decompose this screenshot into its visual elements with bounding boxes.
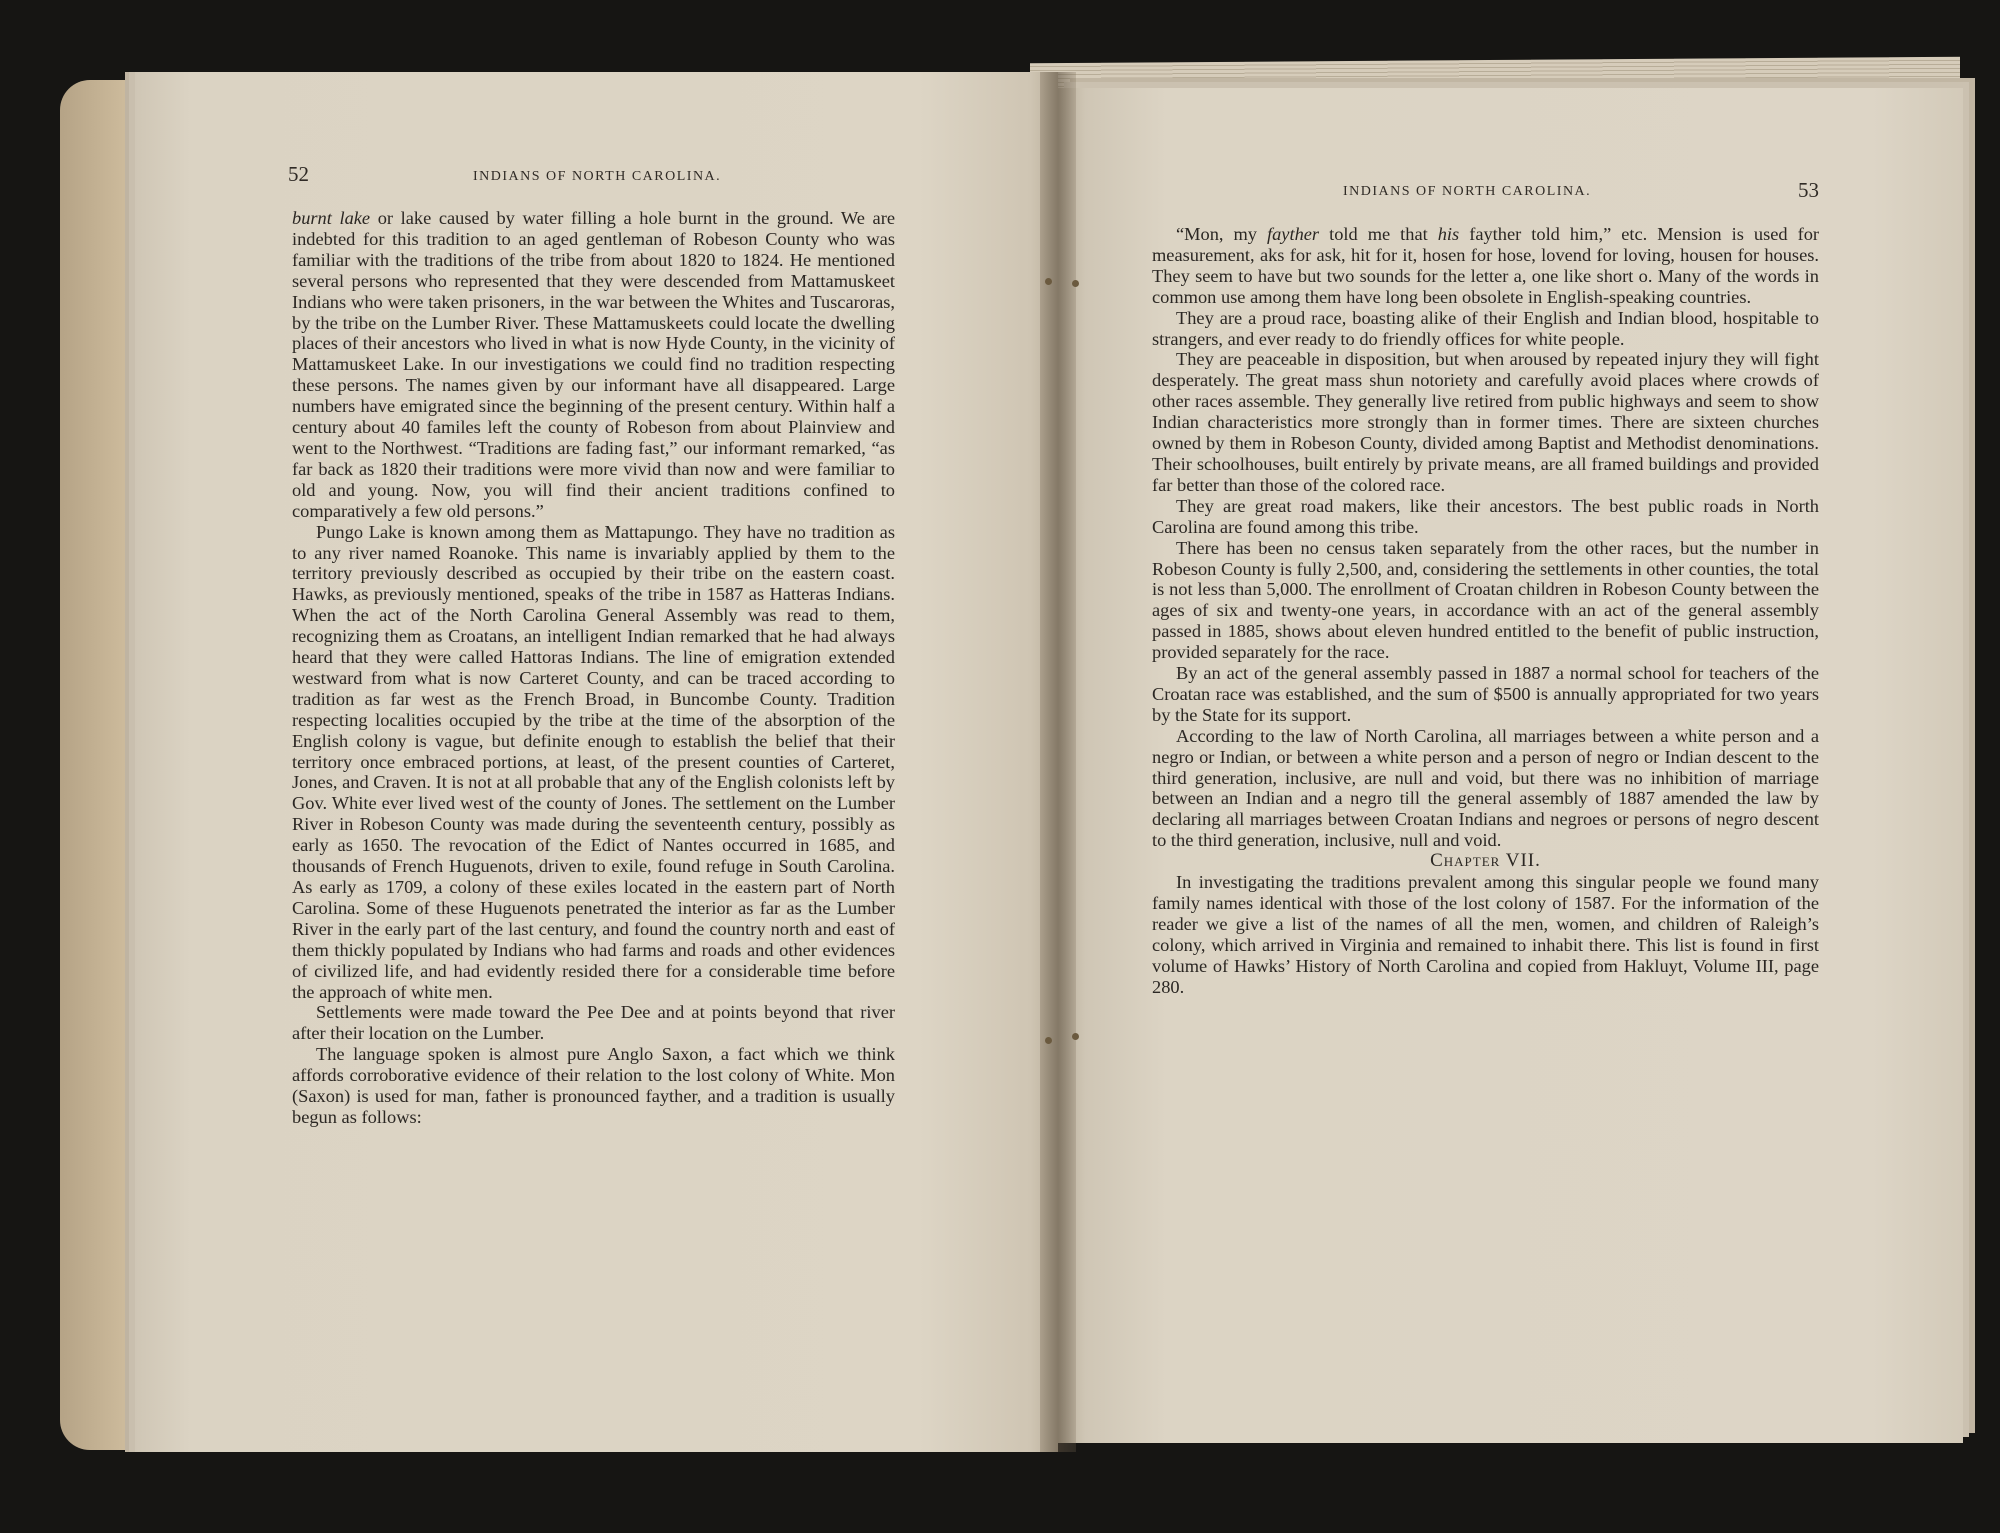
right-paragraph-6: By an act of the general assembly passed in 1887 a normal school for teachers of the Croatan race was established, and the sum of $500 is annually appropriated for two years by the State for its support. [1152, 663, 1819, 725]
right-paragraph-7: According to the law of North Carolina, all marriages between a white person and a negro or Indian, or between a white person and a person of negro or Indian descent to the third generation, inclusive, are null and void, but there was no inhibition of marriage between an Indian and a negro till the general assembly of 1887 amended the law by declaring all marriages between Croatan Indians and negroes or persons of negro descent to the third generation, inclusive, null and void. [1152, 725, 1819, 851]
right-paragraph-1-italic1: fayther [1267, 224, 1320, 244]
left-paragraph-3: Settlements were made toward the Pee Dee and at points beyond that river after their location on the Lumber. [292, 1002, 895, 1044]
left-page-number: 52 [288, 162, 309, 186]
right-paragraph-3: They are peaceable in disposition, but when aroused by repeated injury they will fight desperately. The great mass shun notoriety and carefully avoid places where crowds of other races assemble. They generally live retired from public highways and seem to show Indian characteristics more strongly than in former times. There are sixteen churches owned by them in Robeson County, divided among Baptist and Methodist denominations. Their schoolhouses, built entirely by private means, are all framed buildings and provided far better than those of the colored race. [1152, 349, 1819, 495]
left-paragraph-2: Pungo Lake is known among them as Mattapungo. They have no tradition as to any river named Roanoke. This name is invariably applied by them to the territory previously described as occupied by their tribe on the eastern coast. Hawks, as previously mentioned, speaks of the tribe in 1587 as Hatteras Indians. When the act of the North Carolina General Assembly was read to them, recognizing them as Croatans, an intelligent Indian remarked that he had always heard that they were called Hattoras Indians. The line of emigration extended westward from what is now Carteret County, and can be traced according to tradition as far west as the French Broad, in Buncombe County. Tradition respecting localities occupied by the tribe at the time of the absorption of the English colony is vague, but definite enough to establish the belief that their territory once embraced portions, at least, of the present counties of Carteret, Jones, and Craven. It is not at all probable that any of the English colonists left by Gov. White ever lived west of the county of Jones. The settlement on the Lumber River in Robeson County was made during the seventeenth century, possibly as early as 1650. The revocation of the Edict of Nantes occurred in 1685, and thousands of French Huguenots, driven to exile, found refuge in South Carolina. As early as 1709, a colony of these exiles located in the eastern part of North Carolina. Some of these Huguenots penetrated the interior as far as the Lumber River in the early part of the last century, and found the country north and east of them thickly populated by Indians who had farms and roads and other evidences of civilized life, and had evidently resided there for a considerable time before the approach of white men. [292, 521, 895, 1002]
binding-stitch [1072, 280, 1079, 287]
left-paragraph-4: The language spoken is almost pure Anglo Saxon, a fact which we think affords corroborative evidence of their relation to the lost colony of White. Mon (Saxon) is used for man, father is pronounced fayther, and a tradition is usually begun as follows: [292, 1044, 895, 1127]
right-paragraph-5: There has been no census taken separately from the other races, but the number in Robeson County is fully 2,500, and, considering the settlements in other counties, the total is not less than 5,000. The enrollment of Croatan children in Robeson County between the ages of six and twenty-one years, in accordance with an act of the general assembly passed in 1885, shows about eleven hundred entitled to the benefit of public instruction, provided separately for the race. [1152, 537, 1819, 663]
right-paragraph-1-part1: “Mon, my [1176, 224, 1267, 244]
chapter-heading: Chapter VII. [1430, 850, 1541, 872]
right-paragraph-4: They are great road makers, like their ancestors. The best public roads in North Carolina are found among this tribe. [1152, 495, 1819, 537]
left-page-body [292, 208, 895, 1128]
right-paragraph-1-italic2: his [1437, 224, 1460, 244]
left-page [135, 72, 1058, 1452]
binding-stitch [1045, 278, 1052, 285]
binding-stitch [1072, 1033, 1079, 1040]
left-paragraph-1-text: or lake caused by water filling a hole burnt in the ground. We are indebted for this tradition to an aged gentleman of Robeson County who was familiar with the traditions of the tribe from about 1820 to 1824. He mentioned several persons who represented that they were descended from Mattamuskeet Indians who were taken prisoners, in the war between the Whites and Tuscaroras, by the tribe on the Lumber River. These Mattamuskeets could locate the dwelling places of their ancestors who lived in what is now Hyde County, in the vicinity of Mattamuskeet Lake. In our investigations we could find no tradition respecting these persons. The names given by our informant have all disappeared. Large numbers have emigrated since the beginning of the present century. Within half a century about 40 familes left the county of Robeson from about Plainview and went to the Northwest. “Traditions are fading fast,” our informant remarked, “as far back as 1820 their traditions were more vivid than now and were familiar to old and young. Now, you will find their ancient traditions confined to comparatively a few old persons.” [292, 208, 895, 521]
right-paragraph-1-part2: told me that [1319, 224, 1438, 244]
right-paragraph-2: They are a proud race, boasting alike of their English and Indian blood, hospitable to strangers, and ever ready to do friendly offices for white people. [1152, 307, 1819, 349]
right-page-body [1152, 224, 1819, 998]
right-paragraph-1-part3: fayther told him,” etc. Mension is used for measurement, aks for ask, hit for it, hosen for hose, lovend for loving, housen for houses. They seem to have but two sounds for the letter a, one like short o. Many of the words in common use among them have long been obsolete in English-speaking countries. [1152, 224, 1820, 307]
right-running-head: INDIANS OF NORTH CAROLINA. [1343, 184, 1592, 199]
left-paragraph-1-italic: burnt lake [292, 208, 371, 228]
left-paragraph-1 [292, 208, 895, 522]
right-page [1058, 88, 1963, 1443]
right-paragraph-1 [1152, 224, 1819, 308]
binding-stitch [1045, 1037, 1052, 1044]
page-stack-edge [1030, 57, 1960, 91]
right-page-number: 53 [1798, 178, 1819, 202]
chapter-paragraph: In investigating the traditions prevalent among this singular people we found many family names identical with those of the lost colony of 1587. For the information of the reader we give a list of the names of all the men, women, and children of Raleigh’s colony, which arrived in Virginia and remained to inhabit there. This list is found in first volume of Hawks’ History of North Carolina and copied from Hakluyt, Volume III, page 280. [1152, 872, 1819, 997]
left-running-head: INDIANS OF NORTH CAROLINA. [473, 169, 722, 184]
